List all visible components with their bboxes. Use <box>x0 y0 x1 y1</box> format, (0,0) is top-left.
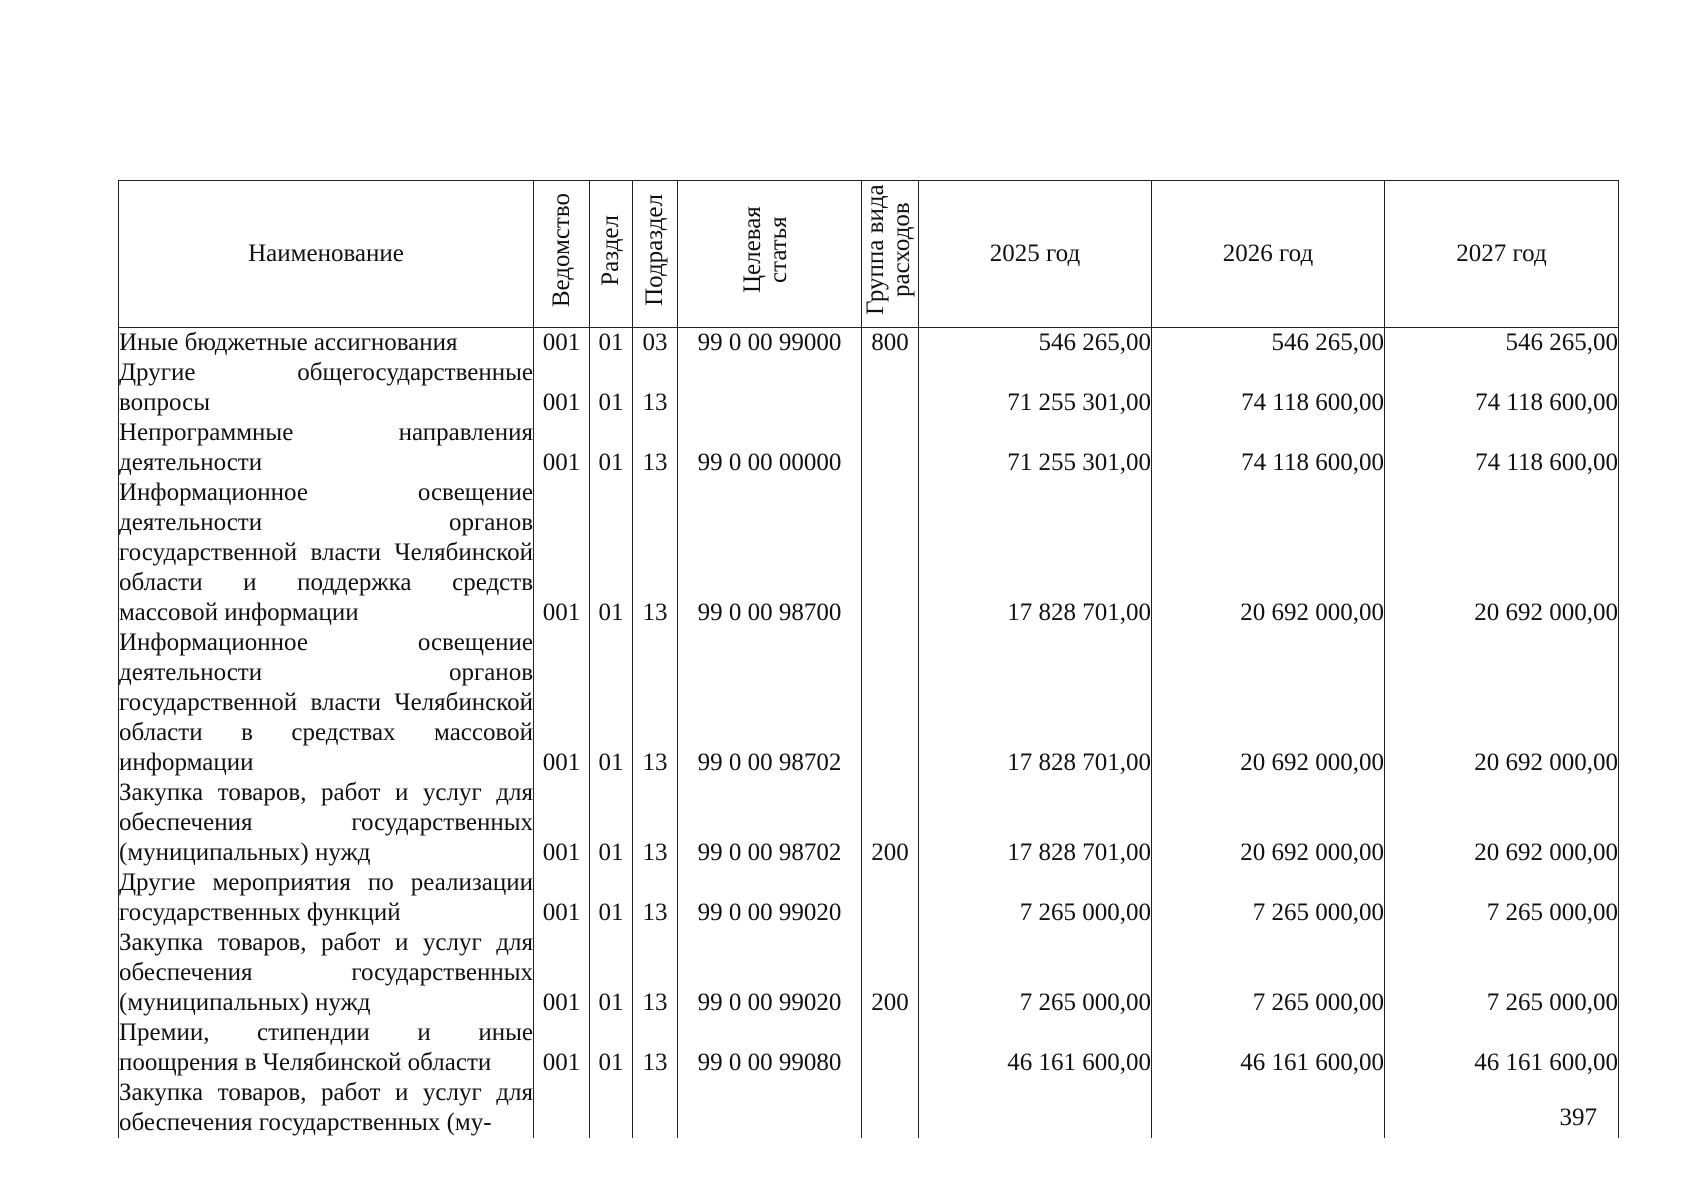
header-section: Раздел <box>590 181 633 328</box>
table-row <box>119 418 1619 478</box>
row-group: 800 <box>862 328 919 359</box>
row-2027: 546 265,00 <box>1385 328 1619 359</box>
row-2027: 74 118 600,00 <box>1385 358 1619 418</box>
row-2025 <box>919 1078 1152 1138</box>
row-group <box>862 478 919 628</box>
row-section: 01 <box>590 1018 633 1078</box>
row-name: Премии, стипендии и иные поощрения в Челябинской области <box>119 1019 533 1076</box>
row-2025: 17 828 701,00 <box>919 478 1152 628</box>
table-row <box>119 1078 1619 1138</box>
row-dept: 001 <box>534 928 590 1018</box>
row-2026: 546 265,00 <box>1152 328 1385 359</box>
row-2026: 46 161 600,00 <box>1152 1018 1385 1078</box>
row-dept: 001 <box>534 478 590 628</box>
table-row <box>119 778 1619 868</box>
row-subsection: 13 <box>633 628 678 778</box>
row-2026: 7 265 000,00 <box>1152 928 1385 1018</box>
row-section: 01 <box>590 328 633 359</box>
budget-table <box>118 180 1619 1138</box>
row-target: 99 0 00 00000 <box>678 418 862 478</box>
row-2026: 20 692 000,00 <box>1152 778 1385 868</box>
row-subsection: 13 <box>633 358 678 418</box>
row-subsection: 13 <box>633 418 678 478</box>
row-name: Закупка товаров, работ и услуг для обеспечения государственных (муниципальных) нужд <box>119 779 533 866</box>
row-2025: 71 255 301,00 <box>919 418 1152 478</box>
row-dept: 001 <box>534 328 590 359</box>
header-dept: Ведомство <box>534 181 590 328</box>
row-name: Другие общегосударственные вопросы <box>119 359 533 416</box>
row-group <box>862 358 919 418</box>
row-2026: 20 692 000,00 <box>1152 478 1385 628</box>
row-section <box>590 1078 633 1138</box>
row-subsection: 13 <box>633 928 678 1018</box>
row-name: Закупка товаров, работ и услуг для обеспечения государственных (му- <box>119 1079 533 1136</box>
row-name: Закупка товаров, работ и услуг для обеспечения государственных (муниципальных) нужд <box>119 929 533 1016</box>
row-2027: 7 265 000,00 <box>1385 928 1619 1018</box>
page-number: 397 <box>1559 1104 1597 1131</box>
row-section: 01 <box>590 478 633 628</box>
row-subsection: 13 <box>633 478 678 628</box>
row-group <box>862 628 919 778</box>
header-group: Группа вида расходов <box>862 181 919 328</box>
row-name: Непрограммные направления деятельности <box>119 419 533 476</box>
table-row <box>119 358 1619 418</box>
row-name: Информационное освещение деятельности органов государственной власти Челябинской области и поддержка средств массовой информации <box>119 479 533 626</box>
row-2026: 74 118 600,00 <box>1152 418 1385 478</box>
table-row <box>119 628 1619 778</box>
row-2025: 17 828 701,00 <box>919 778 1152 868</box>
row-2026: 7 265 000,00 <box>1152 868 1385 928</box>
row-dept: 001 <box>534 1018 590 1078</box>
row-dept <box>534 1078 590 1138</box>
row-group: 200 <box>862 778 919 868</box>
row-group <box>862 868 919 928</box>
row-group <box>862 418 919 478</box>
row-section: 01 <box>590 778 633 868</box>
row-2027: 20 692 000,00 <box>1385 478 1619 628</box>
table-row <box>119 868 1619 928</box>
header-2027: 2027 год <box>1385 181 1619 328</box>
row-section: 01 <box>590 628 633 778</box>
table-body <box>119 328 1619 1139</box>
header-subsection: Подраздел <box>633 181 678 328</box>
table-row <box>119 928 1619 1018</box>
table-header-row <box>119 181 1619 328</box>
row-section: 01 <box>590 868 633 928</box>
header-2026: 2026 год <box>1152 181 1385 328</box>
row-target: 99 0 00 98702 <box>678 628 862 778</box>
row-2025: 7 265 000,00 <box>919 868 1152 928</box>
row-2025: 7 265 000,00 <box>919 928 1152 1018</box>
row-target: 99 0 00 99080 <box>678 1018 862 1078</box>
row-2026: 20 692 000,00 <box>1152 628 1385 778</box>
header-target: Целевая статья <box>678 181 862 328</box>
row-dept: 001 <box>534 358 590 418</box>
row-subsection: 13 <box>633 778 678 868</box>
row-2027: 20 692 000,00 <box>1385 778 1619 868</box>
row-2027: 20 692 000,00 <box>1385 628 1619 778</box>
row-section: 01 <box>590 418 633 478</box>
row-name: Другие мероприятия по реализации государственных функций <box>119 869 533 926</box>
row-subsection <box>633 1078 678 1138</box>
row-2025: 17 828 701,00 <box>919 628 1152 778</box>
row-target: 99 0 00 99020 <box>678 868 862 928</box>
header-name: Наименование <box>119 181 534 328</box>
row-2025: 46 161 600,00 <box>919 1018 1152 1078</box>
row-subsection: 13 <box>633 868 678 928</box>
row-name: Информационное освещение деятельности органов государственной власти Челябинской области в средствах массовой информации <box>119 629 533 776</box>
row-target <box>678 358 862 418</box>
row-section: 01 <box>590 928 633 1018</box>
row-subsection: 03 <box>633 328 678 359</box>
row-target: 99 0 00 98702 <box>678 778 862 868</box>
row-2025: 546 265,00 <box>919 328 1152 359</box>
header-2025: 2025 год <box>919 181 1152 328</box>
row-target: 99 0 00 99000 <box>678 328 862 359</box>
row-name: Иные бюджетные ассигнования <box>119 328 534 359</box>
row-2027: 46 161 600,00 <box>1385 1018 1619 1078</box>
row-2026 <box>1152 1078 1385 1138</box>
row-section: 01 <box>590 358 633 418</box>
row-dept: 001 <box>534 628 590 778</box>
row-2026: 74 118 600,00 <box>1152 358 1385 418</box>
row-group: 200 <box>862 928 919 1018</box>
row-2025: 71 255 301,00 <box>919 358 1152 418</box>
row-2027: 74 118 600,00 <box>1385 418 1619 478</box>
row-2027: 7 265 000,00 <box>1385 868 1619 928</box>
table-row <box>119 328 1619 359</box>
row-target: 99 0 00 99020 <box>678 928 862 1018</box>
table-row <box>119 1018 1619 1078</box>
row-subsection: 13 <box>633 1018 678 1078</box>
row-dept: 001 <box>534 418 590 478</box>
row-group <box>862 1078 919 1138</box>
row-dept: 001 <box>534 778 590 868</box>
table-row <box>119 478 1619 628</box>
row-target: 99 0 00 98700 <box>678 478 862 628</box>
row-target <box>678 1078 862 1138</box>
row-group <box>862 1018 919 1078</box>
row-dept: 001 <box>534 868 590 928</box>
